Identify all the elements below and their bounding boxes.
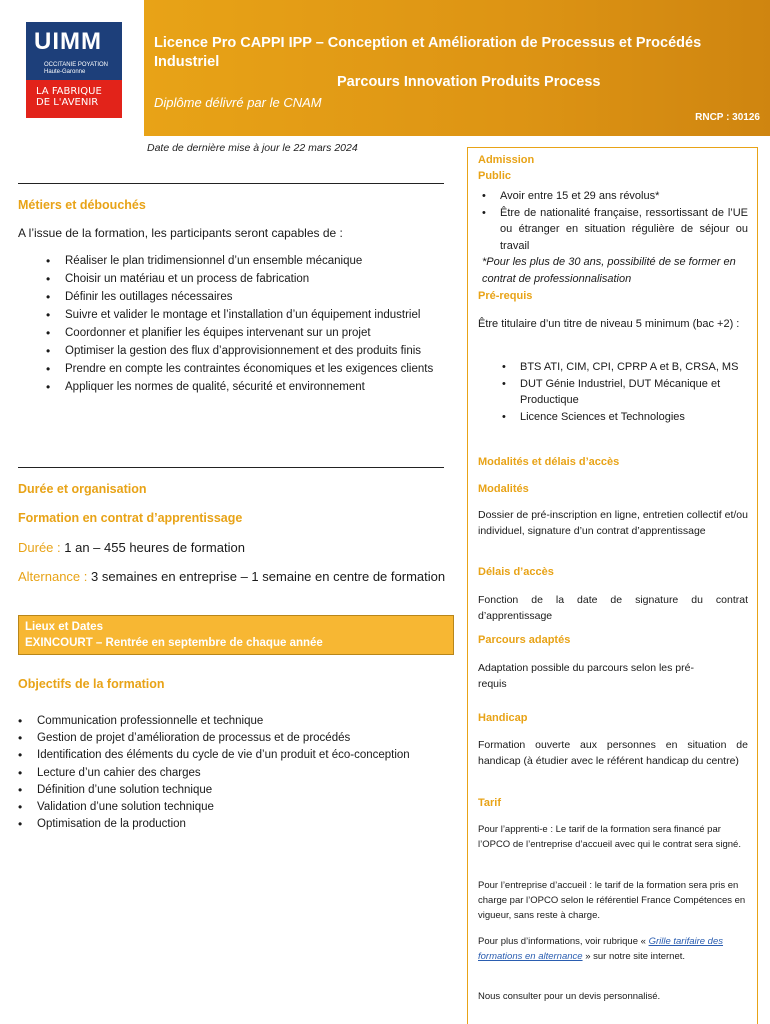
update-date: Date de dernière mise à jour le 22 mars 2024	[147, 142, 358, 154]
divider	[18, 467, 444, 468]
uimm-logo	[26, 22, 122, 118]
prerequis-item: • Licence Sciences et Technologies	[502, 409, 742, 426]
metier-item: • Choisir un matériau et un process de fabrication	[46, 270, 448, 288]
handicap-title: Handicap	[478, 712, 528, 724]
prerequis-text: Être titulaire d’un titre de niveau 5 minimum (bac +2) :	[478, 318, 740, 330]
logo-area	[0, 0, 144, 136]
title-banner	[144, 0, 770, 136]
lieux-value: EXINCOURT – Rentrée en septembre de chaque année	[25, 637, 323, 649]
metier-item: • Prendre en compte les contraintes économiques et les exigences clients	[46, 360, 448, 378]
logo-top-block	[26, 22, 122, 80]
diplome-line: Diplôme délivré par le CNAM	[154, 95, 322, 110]
objectifs-title: Objectifs de la formation	[18, 677, 165, 691]
alternance-line	[18, 567, 450, 586]
parcours-adaptes-title: Parcours adaptés	[478, 634, 571, 646]
objectif-item: • Définition d’une solution technique	[18, 782, 448, 799]
modalites-title: Modalités	[478, 483, 529, 495]
tarif-title: Tarif	[478, 797, 502, 809]
logo-fabrique-line2: DE L'AVENIR	[36, 97, 99, 108]
admission-panel	[467, 147, 758, 1024]
logo-sub-line2: Haute-Garonne	[44, 69, 86, 75]
metiers-list	[46, 252, 448, 396]
delais-title: Délais d’accès	[478, 566, 554, 578]
objectif-item: • Communication professionnelle et technique	[18, 713, 448, 730]
modalites-delais-title: Modalités et délais d’accès	[478, 456, 620, 468]
metier-item: • Appliquer les normes de qualité, sécurité et environnement	[46, 378, 448, 396]
parcours-adaptes-text: Adaptation possible du parcours selon les pré-requis	[478, 662, 694, 690]
alternance-value: 3 semaines en entreprise – 1 semaine en centre de formation	[91, 569, 446, 584]
logo-bottom-block	[26, 80, 122, 118]
tarif-info-after: » sur notre site internet.	[582, 951, 686, 962]
tarif-info	[478, 934, 748, 964]
duree-label: Durée :	[18, 540, 61, 555]
header	[0, 0, 770, 136]
public-item: • Être de nationalité française, ressortissant de l’UE ou étranger en situation régulière de séjour ou travail	[482, 205, 748, 255]
metier-item: • Réaliser le plan tridimensionnel d’un ensemble mécanique	[46, 252, 448, 270]
rncp-code: RNCP : 30126	[695, 112, 760, 123]
public-item: • Avoir entre 15 et 29 ans révolus*	[482, 188, 748, 205]
modalites-text: Dossier de pré-inscription en ligne, entretien collectif et/ou individuel, signature d’un contrat d’apprentissage	[478, 509, 748, 537]
lieux-box	[18, 615, 454, 655]
logo-subtitle	[44, 62, 108, 76]
prerequis-item: • BTS ATI, CIM, CPI, CPRP A et B, CRSA, MS	[502, 359, 742, 376]
duree-line	[18, 539, 245, 557]
grille-tarifaire-link[interactable]: Grille tarifaire des formations en alternance	[478, 936, 724, 962]
admission-title: Admission	[478, 154, 535, 166]
prerequis-item: • DUT Génie Industriel, DUT Mécanique et Productique	[502, 376, 742, 409]
divider	[18, 183, 444, 184]
objectifs-list	[18, 713, 448, 833]
metier-item: • Définir les outillages nécessaires	[46, 288, 448, 306]
tarif-entreprise: Pour l’entreprise d’accueil : le tarif de la formation sera pris en charge par l’OPCO selon le référentiel France Compétences en vigueur, sans reste à charge.	[478, 880, 746, 921]
alternance-label: Alternance :	[18, 569, 88, 584]
formation-type: Formation en contrat d’apprentissage	[18, 511, 243, 525]
document-title: Licence Pro CAPPI IPP – Conception et Amélioration de Processus et Procédés Industriel	[154, 35, 702, 70]
parcours-title: Parcours Innovation Produits Process	[337, 74, 601, 90]
prerequis-title: Pré-requis	[478, 290, 533, 302]
tarif-apprenti: Pour l’apprenti-e : Le tarif de la formation sera financé par l’OPCO de l’entreprise d’accueil avec qui le contrat sera signé.	[478, 824, 741, 850]
logo-fabrique	[36, 86, 102, 108]
objectif-item: • Gestion de projet d’amélioration de processus et de procédés	[18, 730, 448, 747]
tarif-devis: Nous consulter pour un devis personnalisé.	[478, 991, 661, 1002]
prerequis-list	[502, 359, 742, 425]
delais-text: Fonction de la date de signature du contrat d’apprentissage	[478, 594, 748, 622]
objectif-item: • Validation d’une solution technique	[18, 799, 448, 816]
logo-sub-line1: OCCITANIE POYATION	[44, 62, 109, 68]
metier-item: • Coordonner et planifier les équipes intervenant sur un projet	[46, 324, 448, 342]
metiers-intro: A l’issue de la formation, les participants seront capables de :	[18, 226, 343, 240]
metier-item: • Suivre et valider le montage et l’installation d’un équipement industriel	[46, 306, 448, 324]
metier-item: • Optimiser la gestion des flux d’approvisionnement et des produits finis	[46, 342, 448, 360]
objectif-item: • Identification des éléments du cycle de vie d’un produit et éco-conception	[18, 747, 448, 764]
objectif-item: • Optimisation de la production	[18, 816, 448, 833]
public-title: Public	[478, 170, 512, 182]
logo-fabrique-line1: LA FABRIQUE	[36, 86, 102, 97]
public-list	[482, 188, 748, 254]
metiers-title: Métiers et débouchés	[18, 198, 146, 212]
public-note: *Pour les plus de 30 ans, possibilité de se former en contrat de professionnalisation	[482, 256, 736, 285]
tarif-info-before: Pour plus d’informations, voir rubrique «	[478, 936, 649, 947]
duree-title: Durée et organisation	[18, 482, 147, 496]
objectif-item: • Lecture d’un cahier des charges	[18, 765, 448, 782]
lieux-title: Lieux et Dates	[25, 621, 103, 633]
handicap-text: Formation ouverte aux personnes en situation de handicap (à étudier avec le référent handicap du centre)	[478, 739, 748, 767]
logo-brand: UIMM	[34, 28, 102, 55]
duree-value: 1 an – 455 heures de formation	[64, 540, 245, 555]
